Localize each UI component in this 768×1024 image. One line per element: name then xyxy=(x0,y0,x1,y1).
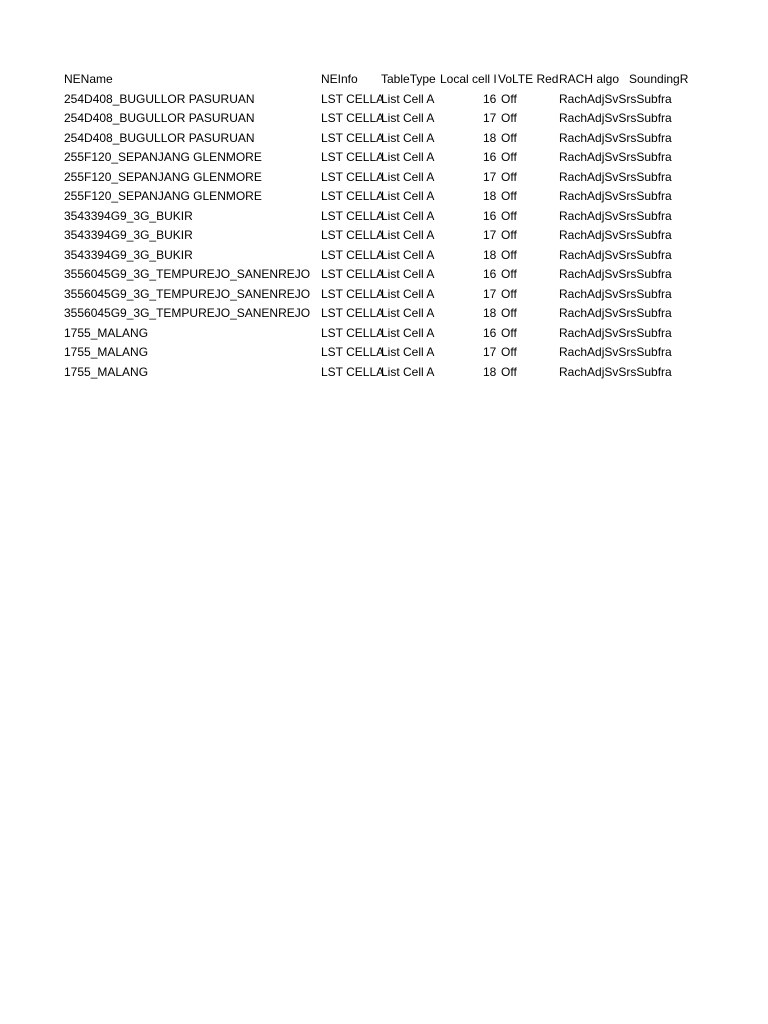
tabletype-cell: List Cell A xyxy=(381,286,435,301)
nename-cell: 3556045G9_3G_TEMPUREJO_SANENREJO xyxy=(64,306,311,320)
nename-cell: 3556045G9_3G_TEMPUREJO_SANENREJO xyxy=(64,286,311,301)
nename-cell: 1755_MALANG xyxy=(64,325,149,340)
header-localcell: Local cell I xyxy=(440,72,497,86)
cellid-cell: 17 xyxy=(483,345,497,359)
header-rach: RACH algo xyxy=(559,72,620,86)
rach-cell: RachAdjSvSrsSubfra xyxy=(559,247,672,262)
nename-cell: 254D408_BUGULLOR PASURUAN xyxy=(64,130,255,145)
table-row xyxy=(64,246,704,266)
header-nename: NEName xyxy=(64,72,113,86)
header-sounding: SoundingR xyxy=(629,72,689,86)
neinfo-cell: LST CELLA xyxy=(321,325,385,340)
cellid-cell: 16 xyxy=(483,208,497,223)
header-row xyxy=(64,70,704,90)
volte-cell: Off xyxy=(501,325,517,340)
neinfo-cell: LST CELLA xyxy=(321,130,385,145)
neinfo-cell: LST CELLA xyxy=(321,345,385,359)
nename-cell: 1755_MALANG xyxy=(64,364,149,379)
header-tabletype: TableType xyxy=(381,72,436,86)
nename-cell: 3543394G9_3G_BUKIR xyxy=(64,247,193,262)
rach-cell: RachAdjSvSrsSubfra xyxy=(559,111,672,125)
table-row xyxy=(64,363,704,383)
table-row xyxy=(64,148,704,168)
table-row xyxy=(64,168,704,188)
nename-cell: 255F120_SEPANJANG GLENMORE xyxy=(64,189,262,203)
table-row xyxy=(64,207,704,227)
cellid-cell: 17 xyxy=(483,228,497,242)
cellid-cell: 17 xyxy=(483,169,497,184)
volte-cell: Off xyxy=(501,267,517,281)
neinfo-cell: LST CELLA xyxy=(321,150,385,164)
table-row xyxy=(64,187,704,207)
tabletype-cell: List Cell A xyxy=(381,208,435,223)
volte-cell: Off xyxy=(501,306,517,320)
tabletype-cell: List Cell A xyxy=(381,345,435,359)
cellid-cell: 16 xyxy=(483,325,497,340)
rach-cell: RachAdjSvSrsSubfra xyxy=(559,306,672,320)
cellid-cell: 17 xyxy=(483,111,497,125)
cellid-cell: 16 xyxy=(483,267,497,281)
rach-cell: RachAdjSvSrsSubfra xyxy=(559,130,672,145)
tabletype-cell: List Cell A xyxy=(381,364,435,379)
volte-cell: Off xyxy=(501,111,517,125)
table-row xyxy=(64,285,704,305)
tabletype-cell: List Cell A xyxy=(381,325,435,340)
nename-cell: 255F120_SEPANJANG GLENMORE xyxy=(64,150,262,164)
nename-cell: 3543394G9_3G_BUKIR xyxy=(64,228,193,242)
volte-cell: Off xyxy=(501,247,517,262)
volte-cell: Off xyxy=(501,208,517,223)
volte-cell: Off xyxy=(501,169,517,184)
neinfo-cell: LST CELLA xyxy=(321,91,385,106)
neinfo-cell: LST CELLA xyxy=(321,286,385,301)
tabletype-cell: List Cell A xyxy=(381,169,435,184)
table-row xyxy=(64,324,704,344)
table-row xyxy=(64,226,704,246)
tabletype-cell: List Cell A xyxy=(381,111,435,125)
nename-cell: 1755_MALANG xyxy=(64,345,149,359)
neinfo-cell: LST CELLA xyxy=(321,306,385,320)
header-volte: VoLTE Red xyxy=(498,72,559,86)
rach-cell: RachAdjSvSrsSubfra xyxy=(559,345,672,359)
neinfo-cell: LST CELLA xyxy=(321,169,385,184)
nename-cell: 255F120_SEPANJANG GLENMORE xyxy=(64,169,262,184)
rach-cell: RachAdjSvSrsSubfra xyxy=(559,91,672,106)
volte-cell: Off xyxy=(501,130,517,145)
rach-cell: RachAdjSvSrsSubfra xyxy=(559,325,672,340)
volte-cell: Off xyxy=(501,150,517,164)
volte-cell: Off xyxy=(501,189,517,203)
nename-cell: 3543394G9_3G_BUKIR xyxy=(64,208,193,223)
neinfo-cell: LST CELLA xyxy=(321,111,385,125)
neinfo-cell: LST CELLA xyxy=(321,267,385,281)
neinfo-cell: LST CELLA xyxy=(321,189,385,203)
table-row xyxy=(64,265,704,285)
tabletype-cell: List Cell A xyxy=(381,150,435,164)
volte-cell: Off xyxy=(501,228,517,242)
neinfo-cell: LST CELLA xyxy=(321,228,385,242)
tabletype-cell: List Cell A xyxy=(381,130,435,145)
table-row xyxy=(64,304,704,324)
cellid-cell: 17 xyxy=(483,286,497,301)
rach-cell: RachAdjSvSrsSubfra xyxy=(559,169,672,184)
neinfo-cell: LST CELLA xyxy=(321,364,385,379)
cellid-cell: 18 xyxy=(483,130,497,145)
rach-cell: RachAdjSvSrsSubfra xyxy=(559,150,672,164)
tabletype-cell: List Cell A xyxy=(381,267,435,281)
rach-cell: RachAdjSvSrsSubfra xyxy=(559,267,672,281)
volte-cell: Off xyxy=(501,286,517,301)
neinfo-cell: LST CELLA xyxy=(321,208,385,223)
rach-cell: RachAdjSvSrsSubfra xyxy=(559,364,672,379)
tabletype-cell: List Cell A xyxy=(381,91,435,106)
tabletype-cell: List Cell A xyxy=(381,306,435,320)
cellid-cell: 18 xyxy=(483,364,497,379)
cellid-cell: 16 xyxy=(483,150,497,164)
nename-cell: 3556045G9_3G_TEMPUREJO_SANENREJO xyxy=(64,267,311,281)
cellid-cell: 18 xyxy=(483,306,497,320)
cell-table xyxy=(64,70,704,380)
tabletype-cell: List Cell A xyxy=(381,228,435,242)
table-row xyxy=(64,343,704,363)
rach-cell: RachAdjSvSrsSubfra xyxy=(559,208,672,223)
header-neinfo: NEInfo xyxy=(321,72,358,86)
table-row xyxy=(64,90,704,110)
cellid-cell: 18 xyxy=(483,247,497,262)
cellid-cell: 18 xyxy=(483,189,497,203)
cellid-cell: 16 xyxy=(483,91,497,106)
nename-cell: 254D408_BUGULLOR PASURUAN xyxy=(64,91,255,106)
table-row xyxy=(64,109,704,129)
table-row xyxy=(64,129,704,149)
nename-cell: 254D408_BUGULLOR PASURUAN xyxy=(64,111,255,125)
tabletype-cell: List Cell A xyxy=(381,189,435,203)
volte-cell: Off xyxy=(501,345,517,359)
rach-cell: RachAdjSvSrsSubfra xyxy=(559,189,672,203)
neinfo-cell: LST CELLA xyxy=(321,247,385,262)
volte-cell: Off xyxy=(501,91,517,106)
rach-cell: RachAdjSvSrsSubfra xyxy=(559,228,672,242)
volte-cell: Off xyxy=(501,364,517,379)
tabletype-cell: List Cell A xyxy=(381,247,435,262)
rach-cell: RachAdjSvSrsSubfra xyxy=(559,286,672,301)
